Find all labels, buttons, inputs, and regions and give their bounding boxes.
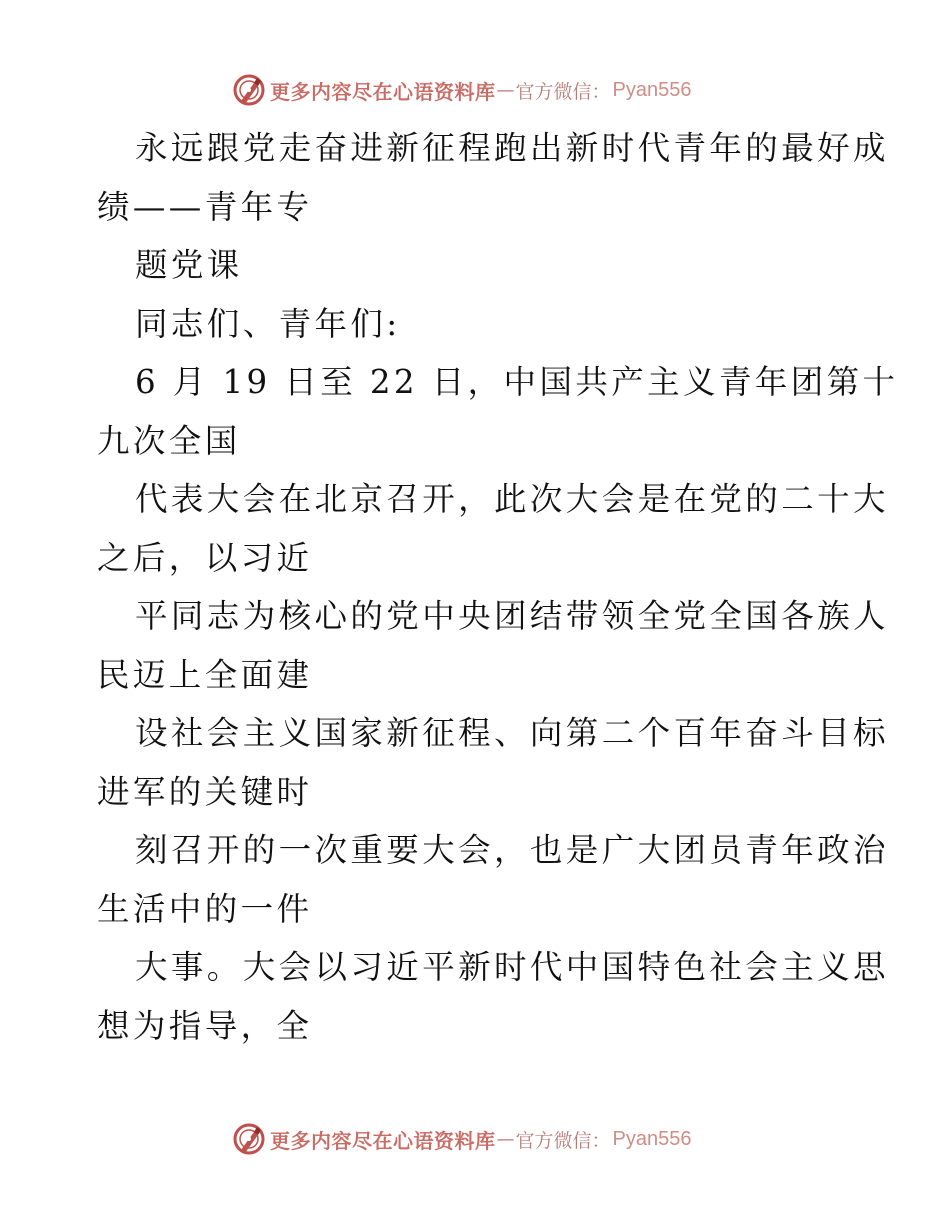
text-line: 代表大会在北京召开，此次大会是在党的二十大 bbox=[135, 480, 889, 518]
text-line: 之后，以习近 bbox=[97, 538, 313, 577]
document-body bbox=[97, 126, 899, 1062]
watermark-wechat-id: Pyan556 bbox=[612, 78, 692, 101]
text-line: 想为指导，全 bbox=[97, 1006, 313, 1045]
footer-watermark bbox=[232, 1122, 691, 1156]
text-line: 同志们、青年们: bbox=[135, 304, 401, 343]
text-line: 设社会主义国家新征程、向第二个百年奋斗目标 bbox=[135, 714, 889, 752]
watermark-main-text: 更多内容尽在心语资料库 bbox=[270, 79, 496, 104]
watermark-dash: — bbox=[496, 1128, 515, 1150]
text-line: 6 月 19 日至 22 日，中国共产主义青年团第十 bbox=[135, 363, 899, 401]
text-line: 永远跟党走奋进新征程跑出新时代青年的最好成 bbox=[135, 129, 889, 167]
header-watermark bbox=[232, 73, 691, 107]
text-line: 生活中的一件 bbox=[97, 889, 313, 928]
text-line: 民迈上全面建 bbox=[97, 655, 313, 694]
watermark-main-text: 更多内容尽在心语资料库 bbox=[270, 1128, 496, 1153]
watermark-wechat-id: Pyan556 bbox=[612, 1127, 692, 1150]
watermark-wechat-label: 官方微信： bbox=[515, 80, 611, 103]
text-line: 平同志为核心的党中央团结带领全党全国各族人 bbox=[135, 597, 889, 635]
text-line: 九次全国 bbox=[97, 421, 241, 460]
watermark-dash: — bbox=[496, 79, 515, 101]
pen-logo-icon bbox=[232, 73, 266, 107]
text-line: 刻召开的一次重要大会，也是广大团员青年政治 bbox=[135, 831, 889, 869]
text-line: 题党课 bbox=[135, 246, 243, 284]
text-line: 大事。大会以习近平新时代中国特色社会主义思 bbox=[135, 948, 889, 986]
text-line: 进军的关键时 bbox=[97, 772, 313, 811]
text-line: 绩——青年专 bbox=[97, 187, 313, 226]
watermark-wechat-label: 官方微信： bbox=[515, 1129, 611, 1152]
pen-logo-icon bbox=[232, 1122, 266, 1156]
